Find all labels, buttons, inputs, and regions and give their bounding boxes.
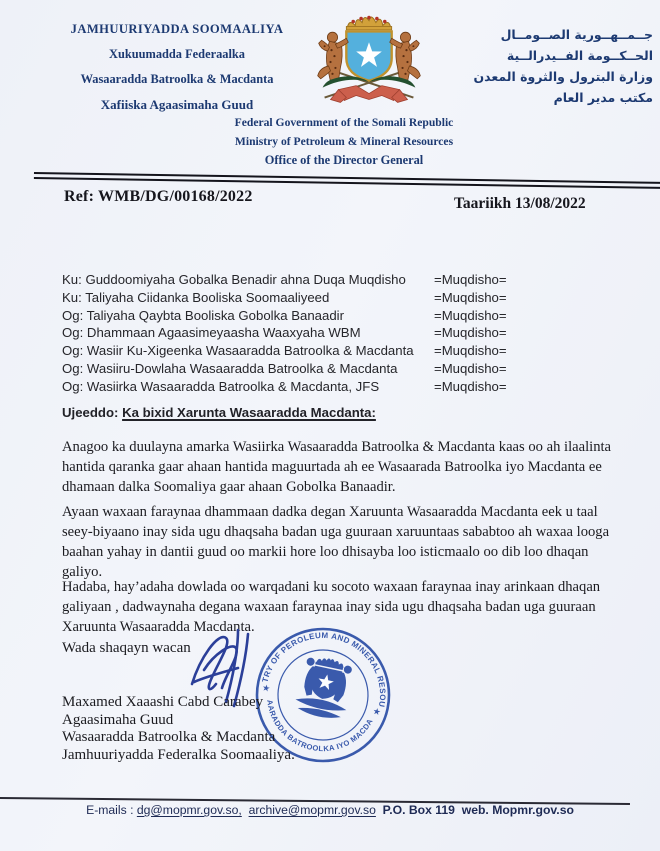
subject-label: Ujeeddo:	[62, 405, 123, 420]
recipient-city: =Muqdisho=	[434, 360, 507, 376]
footer-website: web. Mopmr.gov.so	[461, 803, 574, 817]
signatory-name: Maxamed Xaaashi Cabd Carabey	[62, 694, 264, 710]
header-somali-line: Wasaaradda Batroolka & Macdanta	[80, 72, 274, 86]
recipient-city: =Muqdisho=	[434, 325, 507, 341]
header-arabic-line: مكتب مدير العام	[553, 90, 653, 105]
recipient-row	[62, 342, 622, 360]
recipient-city: =Muqdisho=	[434, 378, 507, 394]
header-somali-block	[58, 22, 296, 123]
recipient-city: =Muqdisho=	[434, 272, 507, 287]
header-english-line: Federal Government of the Somali Republic	[234, 116, 454, 129]
stamp-arc-bottom-text: WASAARADDA BATROOLKA IYO MACDANTA	[265, 699, 375, 754]
body-paragraph-2: Ayaan waxaan faraynaa dhammaan dadka degan Xaruunta Wasaaradda Macdanta eek u taal seey-biyaano inay sida ugu dhaqsaha badan uga guuraan xaruuntaas sababtoo ah waxaa looga baahan yahay in dantii guud oo markii hore loo dhisayba loo isticmaalo oo dib loo dhaqan galiyo.	[62, 504, 610, 580]
header-arabic-line: الحــكــومة الفــيدرالــية	[506, 48, 653, 63]
stamp-arc-top-text: MINISTRY OF PEROLEUM AND MINERAL RESOURCES	[260, 630, 388, 709]
footer-email-1: dg@mopmr.gov.so,	[136, 803, 242, 817]
recipient-row	[62, 360, 622, 378]
signatory-title: Agaasimaha Guud	[62, 711, 174, 728]
letter-date: Taariikh 13/08/2022	[454, 195, 586, 212]
header-somali-line: Xukuumadda Federaalka	[109, 47, 245, 61]
recipient-city: =Muqdisho=	[434, 343, 507, 359]
recipient-row	[62, 307, 622, 325]
header-arabic-line: جــمــهــورية الصــومــال	[500, 27, 653, 42]
header-english-block	[210, 114, 478, 170]
header-english-line: Office of the Director General	[264, 153, 424, 167]
recipient-row	[62, 271, 622, 289]
header-somali-line: Xafiiska Agaasimaha Guud	[100, 97, 254, 112]
recipient-row	[62, 324, 622, 342]
reference-number: Ref: WMB/DG/00168/2022	[64, 188, 253, 205]
recipient-line: Og: Wasiiru-Dowlaha Wasaaradda Batroolka & Macdanta	[62, 360, 398, 376]
header-english-line: Ministry of Petroleum & Mineral Resources	[234, 134, 454, 148]
recipient-city: =Muqdisho=	[434, 307, 507, 323]
footer-pobox: P.O. Box 119	[382, 803, 455, 817]
stamp-star-right: ★	[371, 705, 382, 718]
recipient-line: Og: Taliyaha Qaybta Booliska Gobolka Banaadir	[62, 307, 344, 323]
recipient-list	[62, 271, 622, 396]
somali-coat-of-arms-icon	[295, 5, 443, 117]
signatory-country: Jamhuuriyadda Federalka Soomaaliya.	[62, 746, 295, 763]
footer-emails-label: E-mails :	[86, 803, 137, 817]
header-arabic-block	[453, 24, 653, 108]
recipient-line: Og: Wasiirka Wasaaradda Batroolka & Macdanta, JFS	[62, 378, 380, 394]
header-arabic-line: وزارة البترول والثروة المعدن	[473, 69, 653, 84]
body-paragraph-1: Anagoo ka duulayna amarka Wasiirka Wasaaradda Batroolka & Macdanta kaas oo ah ilaalinta hantida qaranka gaar ahaan hantida maguurtada ah ee Wasaarada Batroolka iyo Macdanta ee dhamaan dalka Soomaliya gaar ahaan Gobolka Banaadir.	[62, 439, 612, 495]
header-somali-line: JAMHUURIYADDA SOOMAALIYA	[70, 22, 284, 36]
closing-salutation: Wada shaqayn wacan	[62, 640, 191, 656]
footer-email-2: archive@mopmr.gov.so	[248, 803, 376, 817]
signatory-block	[62, 694, 295, 764]
stamp-star-left: ★	[261, 682, 272, 694]
recipient-line: Ku: Taliyaha Ciidanka Booliska Soomaaliyeed	[62, 289, 330, 305]
subject-text: Ka bixid Xarunta Wasaaradda Macdanta:	[122, 405, 376, 420]
recipient-row	[62, 289, 622, 307]
body-paragraph-3: Hadaba, hay’adaha dowlada oo warqadani ku socoto waxaan faraynaa inay arinkaan dhaqan galiyaan , dadwaynaha degana waxaan faraynaa inay sida ugu dhaqsaha badan uga guuraan Xaruunta Wasaaradda Macdanta.	[62, 579, 601, 635]
signatory-ministry: Wasaaradda Batroolka & Macdanta	[62, 729, 276, 746]
recipient-row	[62, 378, 622, 396]
subject-line	[62, 405, 376, 420]
recipient-line: Og: Wasiir Ku-Xigeenka Wasaaradda Batroolka & Macdanta	[62, 343, 414, 359]
footer-contact-line	[0, 803, 660, 817]
header-divider-rule	[34, 172, 660, 188]
recipient-line: Og: Dhammaan Agaasimeyaasha Waaxyaha WBM	[62, 325, 361, 341]
recipient-city: =Muqdisho=	[434, 289, 507, 305]
recipient-line: Ku: Guddoomiyaha Gobalka Benadir ahna Duqa Muqdisho	[62, 272, 406, 287]
